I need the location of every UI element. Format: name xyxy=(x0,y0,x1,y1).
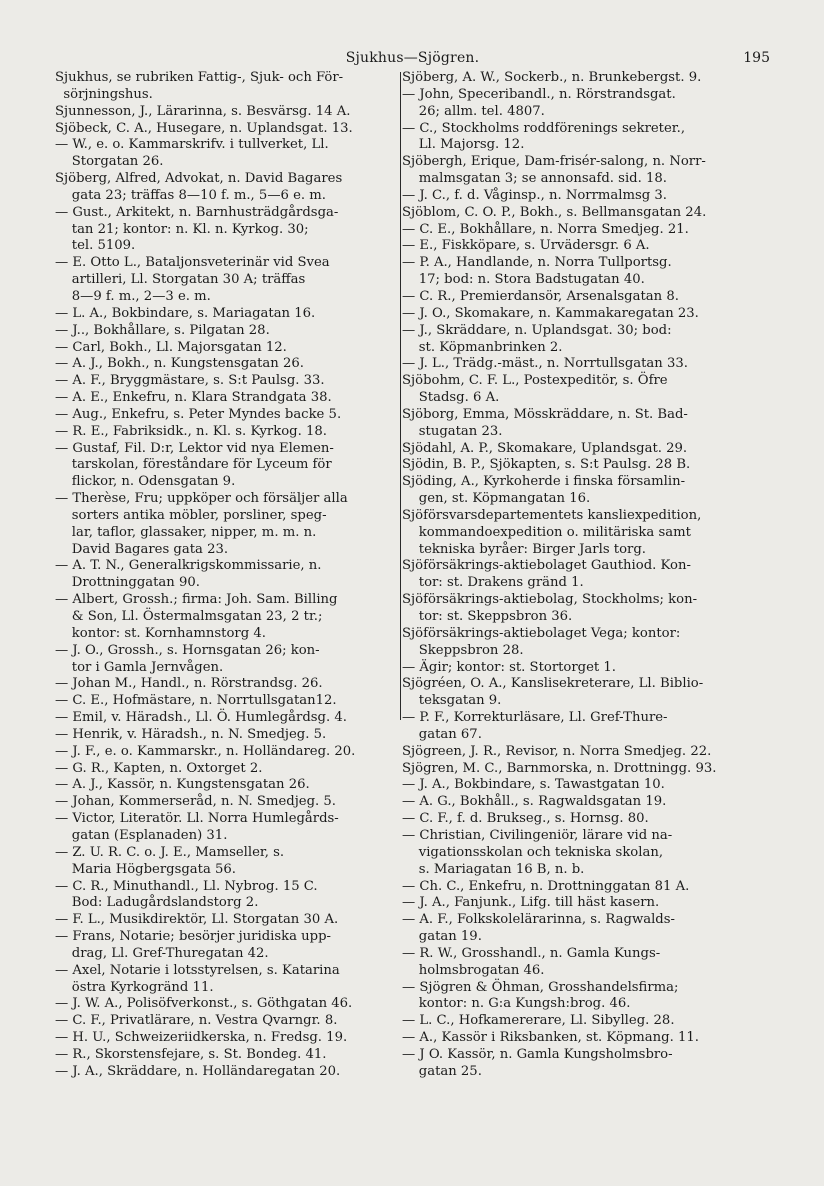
directory-entry-line: — C. E., Hofmästare, n. Norrtullsgatan12. xyxy=(55,693,337,709)
directory-entry-line: gata 23; träffas 8—10 f. m., 5—6 e. m. xyxy=(55,187,326,203)
directory-entry-line: Stadsg. 6 A. xyxy=(402,390,500,406)
directory-entry-line: — J O. Kassör, n. Gamla Kungsholmsbro- xyxy=(402,1046,673,1062)
directory-entry-line: st. Köpmanbrinken 2. xyxy=(402,339,563,355)
directory-entry-line: tarskolan, föreståndare för Lyceum för xyxy=(55,457,332,473)
directory-entry-line: sorters antika möbler, porsliner, speg- xyxy=(55,507,327,523)
directory-entry-line: Ll. Majorsg. 12. xyxy=(402,137,525,153)
directory-entry-line: — J. O., Skomakare, n. Kammakaregatan 23. xyxy=(402,305,699,321)
directory-entry-line: Sjöförsvarsdepartementets kansliexpedition, xyxy=(402,507,702,523)
directory-entry-line: 26; allm. tel. 4807. xyxy=(402,103,545,119)
directory-entry-line: — Henrik, v. Häradsh., n. N. Smedjeg. 5. xyxy=(55,726,327,742)
directory-entry-line: östra Kyrkogränd 11. xyxy=(55,979,214,995)
directory-entry-line: Sjöborg, Emma, Mösskräddare, n. St. Bad- xyxy=(402,406,688,422)
directory-entry-line: Skeppsbron 28. xyxy=(402,642,524,658)
directory-entry-line: holmsbrogatan 46. xyxy=(402,962,545,978)
directory-entry-line: Sjödin, B. P., Sjökapten, s. S:t Paulsg. 28 B. xyxy=(402,457,691,473)
directory-entry-line: — J. A., Fanjunk., Lifg. till häst kasern. xyxy=(402,895,660,911)
directory-entry-line: drag, Ll. Gref-Thuregatan 42. xyxy=(55,945,269,961)
page-header xyxy=(55,50,770,70)
directory-entry-line: — Carl, Bokh., Ll. Majorsgatan 12. xyxy=(55,339,287,355)
directory-entry-line: — P. A., Handlande, n. Norra Tullportsg. xyxy=(402,255,672,271)
directory-entry-line: kontor: n. G:a Kungsh:brog. 46. xyxy=(402,996,631,1012)
directory-entry-line: — Gust., Arkitekt, n. Barnhusträdgårdsga- xyxy=(55,204,339,220)
directory-entry-line: — E., Fiskköpare, s. Urvädersgr. 6 A. xyxy=(402,238,650,254)
directory-entry-line: tor i Gamla Jernvågen. xyxy=(55,659,224,675)
directory-entry-line: Sjukhus, se rubriken Fattig-, Sjuk- och För- xyxy=(55,70,344,85)
directory-entry-line: — A. F., Bryggmästare, s. S:t Paulsg. 33. xyxy=(55,373,325,389)
directory-entry-line: flickor, n. Odensgatan 9. xyxy=(55,474,236,490)
directory-entry-line: — Albert, Grossh.; firma: Joh. Sam. Billing xyxy=(55,592,338,608)
directory-entry-line: — L. C., Hofkamererare, Ll. Sibylleg. 28. xyxy=(402,1013,675,1029)
directory-entry-line: kommandoexpedition o. militäriska samt xyxy=(402,524,691,540)
directory-entry-line: Sjögren, M. C., Barnmorska, n. Drottningg. 93. xyxy=(402,760,717,776)
directory-entry-line: Sjöbeck, C. A., Husegare, n. Uplandsgat. 13. xyxy=(55,120,353,136)
directory-entry-line: — A., Kassör i Riksbanken, st. Köpmang. 11. xyxy=(402,1030,699,1046)
directory-entry-line: — Ch. C., Enkefru, n. Drottninggatan 81 A. xyxy=(402,878,690,894)
directory-entry-line: — John, Speceribandl., n. Rörstrandsgat. xyxy=(402,86,676,102)
directory-entry-line: — C. E., Bokhållare, n. Norra Smedjeg. 21. xyxy=(402,221,689,237)
directory-entry-line: Sjöförsäkrings-aktiebolaget Gauthiod. Kon- xyxy=(402,558,691,574)
directory-entry-line: Sjöblom, C. O. P., Bokh., s. Bellmansgatan 24. xyxy=(402,204,707,220)
directory-entry-line: — Axel, Notarie i lotsstyrelsen, s. Katarina xyxy=(55,962,340,978)
directory-entry-line: — J., Skräddare, n. Uplandsgat. 30; bod: xyxy=(402,322,672,338)
directory-entry-line: — Therèse, Fru; uppköper och försäljer alla xyxy=(55,491,348,507)
directory-entry-line: — C. R., Premierdansör, Arsenalsgatan 8. xyxy=(402,288,679,304)
directory-entry-line: kontor: st. Kornhamnstorg 4. xyxy=(55,625,266,641)
directory-entry-line: — Aug., Enkefru, s. Peter Myndes backe 5. xyxy=(55,406,342,422)
left-column xyxy=(55,70,400,1081)
directory-entry-line: — Gustaf, Fil. D:r, Lektor vid nya Elemen- xyxy=(55,440,334,456)
directory-entry-line: — J. O., Grossh., s. Hornsgatan 26; kon- xyxy=(55,642,320,658)
directory-entry-line: — Z. U. R. C. o. J. E., Mamseller, s. xyxy=(55,844,285,860)
directory-entry-line: Sjögréen, O. A., Kanslisekreterare, Ll. Biblio- xyxy=(402,676,704,692)
directory-entry-line: Bod: Ladugårdslandstorg 2. xyxy=(55,895,259,911)
directory-entry-line: gatan 25. xyxy=(402,1063,482,1079)
directory-entry-line: — J. W. A., Polisöfverkonst., s. Göthgatan 46. xyxy=(55,996,353,1012)
directory-entry-line: — G. R., Kapten, n. Oxtorget 2. xyxy=(55,760,263,776)
directory-entry-line: Sjöförsäkrings-aktiebolag, Stockholms; kon- xyxy=(402,592,698,608)
directory-entry-line: artilleri, Ll. Storgatan 30 A; träffas xyxy=(55,272,306,288)
directory-entry-line: malmsgatan 3; se annonsafd. sid. 18. xyxy=(402,171,667,187)
directory-entry-line: — C. R., Minuthandl., Ll. Nybrog. 15 C. xyxy=(55,878,318,894)
directory-entry-line: Sjöbohm, C. F. L., Postexpeditör, s. Öfre xyxy=(402,373,668,389)
directory-entry-line: — R., Skorstensfejare, s. St. Bondeg. 41. xyxy=(55,1046,327,1062)
directory-entry-line: Sjöberg, A. W., Sockerb., n. Brunkebergst. 9. xyxy=(402,70,702,85)
directory-entry-line: — A. F., Folkskolelärarinna, s. Ragwalds- xyxy=(402,912,675,928)
directory-entry-line: Sjöförsäkrings-aktiebolaget Vega; kontor: xyxy=(402,625,681,641)
directory-entry-line: 17; bod: n. Stora Badstugatan 40. xyxy=(402,272,645,288)
right-column xyxy=(402,70,772,1081)
directory-entry-line: sörjningshus. xyxy=(55,86,153,102)
column-divider xyxy=(400,72,401,720)
directory-entry-line: David Bagares gata 23. xyxy=(55,541,229,557)
directory-entry-line: — A. G., Bokhåll., s. Ragwaldsgatan 19. xyxy=(402,794,667,810)
directory-entry-line: teksgatan 9. xyxy=(402,693,502,709)
directory-entry-line: vigationsskolan och tekniska skolan, xyxy=(402,844,664,860)
directory-entry-line: — Victor, Literatör. Ll. Norra Humlegårds- xyxy=(55,811,339,827)
directory-entry-line: — R. W., Grosshandl., n. Gamla Kungs- xyxy=(402,945,661,961)
running-title: Sjukhus—Sjögren. xyxy=(345,50,480,66)
directory-entry-line: gatan (Esplanaden) 31. xyxy=(55,827,228,843)
directory-entry-line: — H. U., Schweizeriidkerska, n. Fredsg. 19. xyxy=(55,1030,348,1046)
directory-entry-line: — J. A., Bokbindare, s. Tawastgatan 10. xyxy=(402,777,665,793)
directory-entry-line: — L. A., Bokbindare, s. Mariagatan 16. xyxy=(55,305,316,321)
directory-entry-line: — F. L., Musikdirektör, Ll. Storgatan 30 A. xyxy=(55,912,339,928)
directory-entry-line: 8—9 f. m., 2—3 e. m. xyxy=(55,288,211,304)
directory-entry-line: — Sjögren & Öhman, Grosshandelsfirma; xyxy=(402,979,679,995)
directory-entry-line: Sjöding, A., Kyrkoherde i finska församlin- xyxy=(402,474,686,490)
directory-entry-line: — A. E., Enkefru, n. Klara Strandgata 38. xyxy=(55,390,332,406)
directory-entry-line: — J. L., Trädg.-mäst., n. Norrtullsgatan 33. xyxy=(402,356,688,372)
directory-entry-line: Sjöbergh, Erique, Dam-frisér-salong, n. Norr- xyxy=(402,154,706,170)
directory-entry-line: — C. F., Privatlärare, n. Vestra Qvarngr. 8. xyxy=(55,1013,338,1029)
directory-entry-line: — J. F., e. o. Kammarskr., n. Holländareg. 20. xyxy=(55,743,356,759)
directory-entry-line: — Johan, Kommerseråd, n. N. Smedjeg. 5. xyxy=(55,794,336,810)
directory-entry-line: stugatan 23. xyxy=(402,423,503,439)
directory-entry-line: tel. 5109. xyxy=(55,238,136,254)
directory-entry-line: — E. Otto L., Bataljonsveterinär vid Svea xyxy=(55,255,330,271)
directory-entry-line: — J. C., f. d. Våginsp., n. Norrmalmsg 3. xyxy=(402,187,667,203)
directory-entry-line: — J.., Bokhållare, s. Pilgatan 28. xyxy=(55,322,270,338)
directory-entry-line: — W., e. o. Kammarskrifv. i tullverket, Ll. xyxy=(55,137,329,153)
directory-entry-line: Maria Högbergsgata 56. xyxy=(55,861,236,877)
directory-entry-line: — R. E., Fabriksidk., n. Kl. s. Kyrkog. 18. xyxy=(55,423,327,439)
directory-entry-line: Sjögreen, J. R., Revisor, n. Norra Smedjeg. 22. xyxy=(402,743,712,759)
directory-entry-line: — Frans, Notarie; besörjer juridiska upp- xyxy=(55,929,331,945)
directory-entry-line: Sjöberg, Alfred, Advokat, n. David Bagares xyxy=(55,171,343,187)
directory-entry-line: — Emil, v. Häradsh., Ll. Ö. Humlegårdsg. 4. xyxy=(55,710,347,726)
directory-entry-line: tor: st. Drakens gränd 1. xyxy=(402,575,584,591)
directory-entry-line: — Christian, Civilingeniör, lärare vid na- xyxy=(402,827,673,843)
directory-entry-line: — C., Stockholms roddförenings sekreter., xyxy=(402,120,686,136)
directory-entry-line: tekniska byråer: Birger Jarls torg. xyxy=(402,541,646,557)
directory-entry-line: — C. F., f. d. Brukseg., s. Hornsg. 80. xyxy=(402,811,649,827)
directory-entry-line: gatan 19. xyxy=(402,929,482,945)
directory-entry-line: tan 21; kontor: n. Kl. n. Kyrkog. 30; xyxy=(55,221,309,237)
directory-entry-line: Sjödahl, A. P., Skomakare, Uplandsgat. 29. xyxy=(402,440,688,456)
directory-entry-line: lar, taflor, glassaker, nipper, m. m. n. xyxy=(55,524,317,540)
directory-entry-line: — P. F., Korrekturläsare, Ll. Gref-Thure- xyxy=(402,710,668,726)
directory-entry-line: Storgatan 26. xyxy=(55,154,164,170)
directory-entry-line: gen, st. Köpmangatan 16. xyxy=(402,491,591,507)
directory-entry-line: — Johan M., Handl., n. Rörstrandsg. 26. xyxy=(55,676,323,692)
directory-entry-line: gatan 67. xyxy=(402,726,482,742)
directory-entry-line: s. Mariagatan 16 B, n. b. xyxy=(402,861,585,877)
directory-entry-line: & Son, Ll. Östermalmsgatan 23, 2 tr.; xyxy=(55,609,323,624)
directory-entry-line: Sjunnesson, J., Lärarinna, s. Besvärsg. 14 A. xyxy=(55,103,351,119)
directory-entry-line: — A. T. N., Generalkrigskommissarie, n. xyxy=(55,558,322,574)
directory-entry-line: — Ägir; kontor: st. Stortorget 1. xyxy=(402,659,616,675)
directory-entry-line: Drottninggatan 90. xyxy=(55,575,200,591)
directory-entry-line: — A. J., Kassör, n. Kungstensgatan 26. xyxy=(55,777,310,793)
page-number: 195 xyxy=(743,50,770,66)
directory-entry-line: — J. A., Skräddare, n. Holländaregatan 20. xyxy=(55,1063,341,1079)
directory-entry-line: — A. J., Bokh., n. Kungstensgatan 26. xyxy=(55,356,304,372)
directory-entry-line: tor: st. Skeppsbron 36. xyxy=(402,609,573,624)
